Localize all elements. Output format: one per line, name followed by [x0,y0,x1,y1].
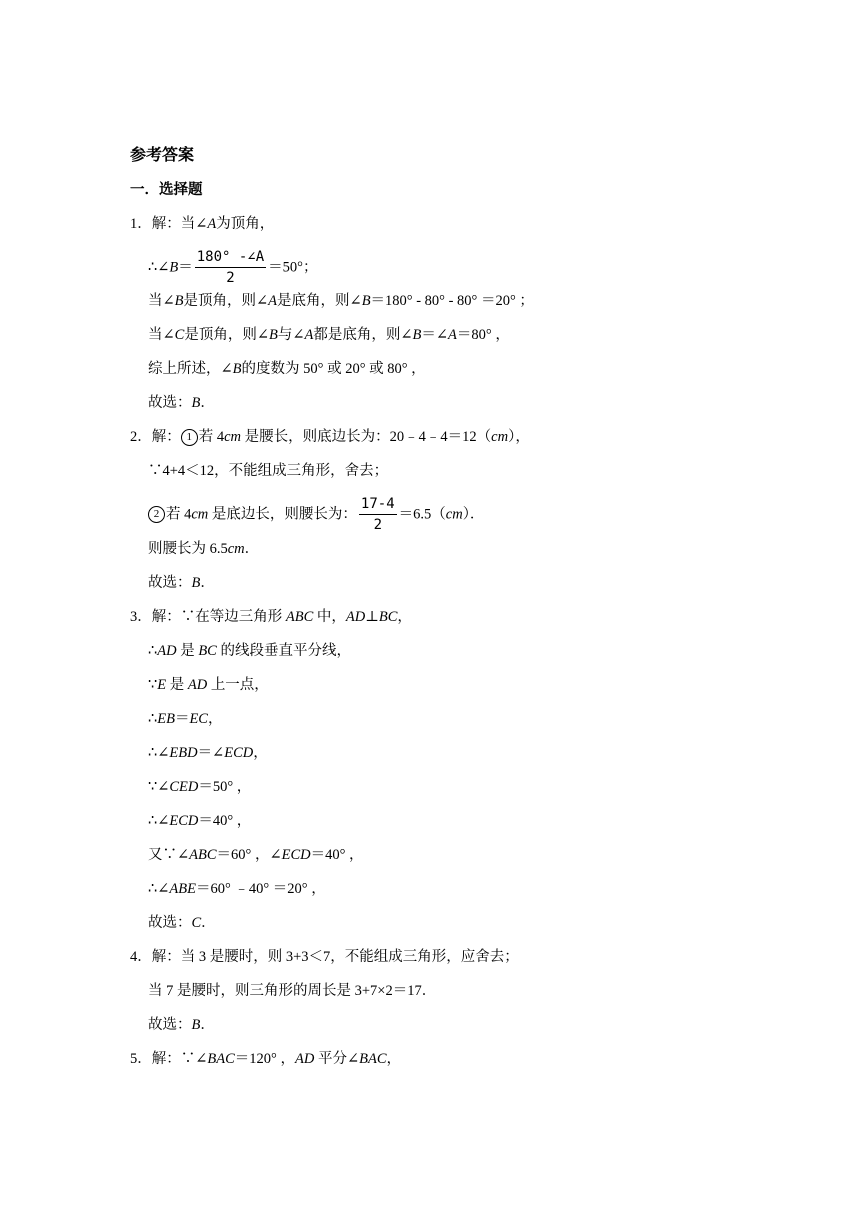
text: ＝180° - 80° - 80° ＝20° ； [370,293,534,309]
q5-line-1 [130,1049,401,1069]
text: ， [386,1051,401,1067]
answer-letter: B [191,575,201,591]
text: 是 [166,677,188,693]
q2-line-4 [148,539,259,559]
text: 的度数为 50° 或 20° 或 80° ， [241,361,426,377]
q3-line-9 [148,879,326,899]
var: AD [345,609,366,625]
q3-line-1 [130,607,412,627]
var: A [304,327,314,343]
section-heading: 一．选择题 [130,182,203,198]
q2-line-1 [130,427,530,447]
var: B [169,259,179,276]
unit: cm [491,429,509,445]
var: ABC [285,609,314,625]
var: E [157,677,167,693]
q3-line-8 [148,845,364,865]
text: ． [200,575,215,591]
q1-line-4 [148,325,510,345]
answer-letter: C [191,915,202,931]
text: ， [207,711,223,727]
q3-line-2 [148,641,351,661]
text: 是腰长，则底边长为：20﹣4﹣4＝12（ [241,429,492,445]
text: ）． [462,506,485,523]
q3-answer [148,913,216,933]
text: ）， [508,429,530,445]
text: ． [244,541,260,557]
text: 是 [176,643,199,659]
q4-answer [148,1015,215,1035]
var: BAC [207,1051,235,1067]
text: ＝80° ， [456,327,510,343]
text: ＝∠ [197,745,225,761]
q3-line-7 [148,811,251,831]
var: AD [157,643,177,659]
var: B [412,327,422,343]
text: ＝120° ， [234,1051,295,1067]
text: ． [201,915,216,931]
text: ＝60° ，∠ [216,847,282,863]
var: BC [198,643,217,659]
answer-letter: B [191,395,201,411]
q2-answer [148,573,215,593]
q3-line-5 [148,743,268,763]
text: ⊥ [365,609,379,625]
var: AD [187,677,208,693]
text: 综上所述，∠ [148,361,233,377]
q4-line-1: 4．解：当 3 是腰时，则 3+3＜7，不能组成三角形，应舍去； [130,949,519,965]
text: ∵ [148,677,158,693]
text: 3．解：∵在等边三角形 [130,609,286,625]
text: 若 4 [198,429,225,445]
text: 上一点， [207,677,269,693]
q1-answer [148,393,215,413]
q1-line-1 [130,214,274,234]
var: EC [189,711,208,727]
text: ∴∠ [148,881,170,897]
var: A [448,327,457,343]
unit: cm [224,429,242,445]
text: ∴∠ [148,813,170,829]
q1-line-5 [148,359,426,379]
fraction-denominator: 2 [226,270,235,286]
fraction [359,496,397,534]
text: 当∠ [148,293,175,309]
text: ＝∠ [421,327,449,343]
text: 是底角，则∠ [277,293,362,309]
text: ＝40° ， [310,847,364,863]
text: 都是底角，则∠ [313,327,413,343]
text: ＝50°； [268,259,318,276]
var: BAC [359,1051,387,1067]
text: 是底边长，则腰长为： [208,506,357,523]
q2-line-2: ∵4+4＜12，不能组成三角形，舍去； [148,463,389,479]
var: ABE [169,881,196,897]
text: ∴∠ [148,259,170,276]
var: B [268,327,278,343]
var: CED [169,779,199,795]
var: ABC [189,847,217,863]
text: ＝40° ， [198,813,252,829]
q3-line-6 [148,777,251,797]
text: ． [200,1017,215,1033]
var: EBD [169,745,198,761]
unit: cm [445,506,463,523]
var: ECD [169,813,199,829]
text: ∴∠ [148,745,170,761]
q3-line-3 [148,675,269,695]
text: ＝60° ﹣40° ＝20° ， [195,881,326,897]
answer-letter: B [191,1017,201,1033]
text: 的线段垂直平分线， [216,643,351,659]
var: A [268,293,278,309]
var: EB [157,711,175,727]
var: A [207,216,217,232]
var: BC [378,609,398,625]
text: 1．解：当∠ [130,216,208,232]
q4-line-2: 当 7 是腰时，则三角形的周长是 3+7×2＝17． [148,983,437,999]
text: 是顶角，则∠ [183,293,269,309]
var: C [174,327,185,343]
q2-line-3 [148,496,484,534]
text: 又∵∠ [148,847,190,863]
text: 平分∠ [314,1051,360,1067]
text: 中， [313,609,346,625]
var: B [174,293,184,309]
text: ＝ [174,711,190,727]
text: 是顶角，则∠ [184,327,269,343]
text: 5．解：∵∠ [130,1051,208,1067]
var: B [232,361,242,377]
text: 故选： [148,915,192,931]
unit: cm [191,506,209,523]
fraction [195,249,266,287]
text: 与∠ [277,327,305,343]
fraction-numerator: 180° -∠A [195,249,266,268]
text: ∴ [148,643,158,659]
fraction-denominator: 2 [373,517,382,533]
text: 当∠ [148,327,175,343]
q1-line-3 [148,291,534,311]
circled-number: 1 [181,429,198,446]
text: ． [200,395,215,411]
text: ＝6.5（ [398,506,446,523]
circled-number: 2 [148,506,165,523]
text: ＝ [178,259,193,276]
text: 若 4 [166,506,192,523]
text: 为顶角， [216,216,275,232]
text: 2．解： [130,429,181,445]
q3-line-4 [148,709,222,729]
text: ， [397,609,412,625]
text: ＝50° ， [198,779,252,795]
fraction-numerator: 17-4 [359,496,397,515]
var: B [361,293,371,309]
text: ∵∠ [148,779,170,795]
text: 则腰长为 6.5 [148,541,228,557]
page-title: 参考答案 [130,147,195,164]
var: ECD [224,745,254,761]
text: 故选： [148,1017,192,1033]
unit: cm [227,541,245,557]
text: 故选： [148,575,192,591]
text: ， [253,745,268,761]
text: ∴ [148,711,158,727]
var: ECD [281,847,311,863]
var: AD [294,1051,315,1067]
text: 故选： [148,395,192,411]
q1-line-2 [148,249,317,287]
